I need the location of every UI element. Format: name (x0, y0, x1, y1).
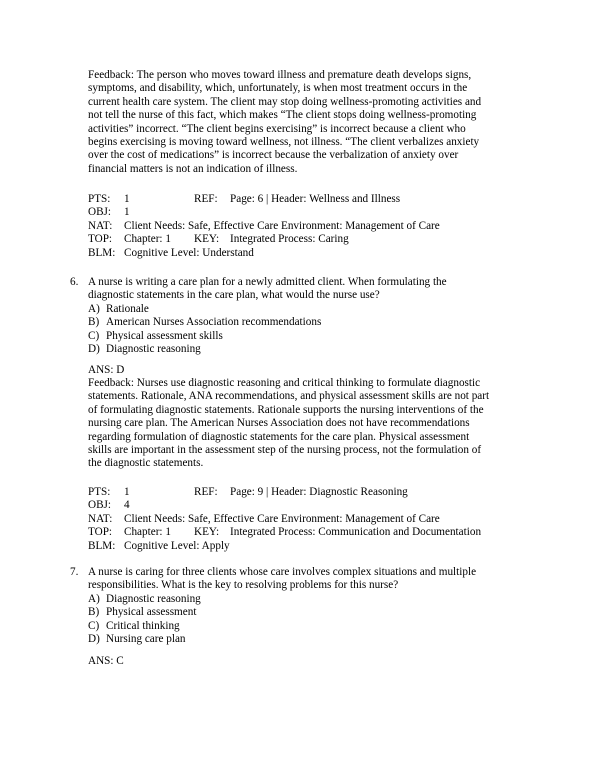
answer-option (88, 330, 518, 343)
option-text: Critical thinking (106, 619, 180, 632)
feedback-line: Feedback: The person who moves toward illness and premature death develops signs, (88, 69, 472, 81)
feedback-paragraph-q6 (88, 377, 518, 471)
pts-label: PTS: (88, 486, 111, 498)
blm-value: Cognitive Level: Apply (124, 539, 230, 552)
pts-label: PTS: (88, 193, 111, 205)
answer-key: ANS: D (88, 364, 125, 376)
question-7 (88, 566, 518, 646)
feedback-line: regarding formulation of diagnostic statements for the care plan. Physical assessment (88, 430, 470, 443)
answer-option (88, 620, 518, 633)
pts-value: 1 (124, 193, 130, 205)
nat-value: Client Needs: Safe, Effective Care Environment: Management of Care (124, 512, 440, 525)
question-text-line: A nurse is writing a care plan for a newly admitted client. When formulating the (88, 276, 447, 288)
meta-row-pts (88, 486, 518, 499)
answer-option (88, 303, 518, 316)
question-number: 6. (70, 276, 79, 288)
ref-value: Page: 9 | Header: Diagnostic Reasoning (230, 486, 408, 498)
blm-label: BLM: (88, 246, 116, 259)
top-value: Chapter: 1 (124, 233, 171, 246)
question-number: 7. (70, 566, 79, 578)
feedback-paragraph-top (88, 69, 518, 176)
key-value: Integrated Process: Caring (230, 233, 349, 246)
option-letter: C) (88, 619, 100, 632)
question-text-line: diagnostic statements in the care plan, what would the nurse use? (88, 289, 380, 302)
option-letter: D) (88, 632, 100, 645)
meta-row-top (88, 526, 518, 539)
feedback-line: statements. Rationale, ANA recommendations, and physical assessment skills are not part (88, 390, 490, 403)
option-text: Nursing care plan (106, 632, 186, 645)
option-letter: D) (88, 342, 100, 355)
feedback-line: begins exercising is moving toward wellness, not illness. “The client verbalizes anxiety (88, 136, 480, 149)
nat-label: NAT: (88, 219, 113, 232)
option-letter: C) (88, 329, 100, 342)
top-value: Chapter: 1 (124, 526, 171, 539)
option-letter: B) (88, 606, 100, 619)
option-letter: A) (88, 302, 100, 315)
nat-label: NAT: (88, 512, 113, 525)
metadata-block-top (88, 193, 518, 260)
meta-row-obj (88, 499, 518, 512)
meta-row-nat (88, 220, 518, 233)
feedback-line: of formulating diagnostic statements. Rationale supports the nursing interventions of the (88, 403, 484, 416)
option-letter: A) (88, 592, 100, 605)
pts-value: 1 (124, 486, 130, 498)
question-text-line: responsibilities. What is the key to resolving problems for this nurse? (88, 579, 399, 592)
ref-label: REF: (194, 486, 218, 498)
key-label: KEY: (194, 233, 220, 246)
obj-label: OBJ: (88, 206, 112, 219)
option-text: Physical assessment skills (106, 329, 223, 342)
blm-label: BLM: (88, 539, 116, 552)
meta-row-pts (88, 193, 518, 206)
metadata-block-q6 (88, 486, 518, 553)
feedback-line: symptoms, and disability, which, unfortunately, is when most treatment occurs in the (88, 82, 468, 95)
meta-row-top (88, 233, 518, 246)
answer-key: ANS: C (88, 655, 124, 667)
ref-value: Page: 6 | Header: Wellness and Illness (230, 193, 401, 205)
nat-value: Client Needs: Safe, Effective Care Environment: Management of Care (124, 219, 440, 232)
meta-row-obj (88, 206, 518, 219)
top-label: TOP: (88, 233, 113, 246)
answer-option (88, 633, 518, 646)
meta-row-blm (88, 247, 518, 260)
obj-value: 1 (124, 206, 130, 219)
question-text-line: A nurse is caring for three clients whose care involves complex situations and multiple (88, 566, 477, 578)
feedback-line: Feedback: Nurses use diagnostic reasoning and critical thinking to formulate diagnostic (88, 377, 481, 389)
obj-label: OBJ: (88, 499, 112, 512)
feedback-line: the diagnostic statements. (88, 457, 204, 470)
key-label: KEY: (194, 526, 220, 539)
answer-option (88, 343, 518, 356)
key-value: Integrated Process: Communication and Documentation (230, 526, 482, 539)
answer-option (88, 606, 518, 619)
feedback-line: skills are important in the assessment step of the nursing process, not the formulation of (88, 444, 482, 457)
feedback-line: over the cost of medications” is incorrect because the verbalization of anxiety over (88, 149, 459, 162)
blm-value: Cognitive Level: Understand (124, 246, 254, 259)
feedback-line: current health care system. The client may stop doing wellness-promoting activities and (88, 95, 482, 108)
feedback-line: nursing care plan. The American Nurses Association does not have recommendations (88, 417, 470, 430)
question-6 (88, 276, 518, 356)
answer-option (88, 593, 518, 606)
ref-label: REF: (194, 193, 218, 205)
obj-value: 4 (124, 499, 130, 512)
feedback-line: not tell the nurse of this fact, which makes “The client stops doing wellness-promoting (88, 109, 477, 122)
option-text: Rationale (106, 302, 149, 315)
option-text: Diagnostic reasoning (106, 342, 201, 355)
option-text: Physical assessment (106, 606, 197, 619)
option-text: Diagnostic reasoning (106, 592, 201, 605)
meta-row-blm (88, 540, 518, 553)
meta-row-nat (88, 513, 518, 526)
feedback-line: financial matters is not an indication of illness. (88, 162, 298, 175)
answer-option (88, 316, 518, 329)
option-text: American Nurses Association recommendations (106, 316, 322, 329)
feedback-line: activities” incorrect. “The client begins exercising” is incorrect because a client who (88, 122, 466, 135)
option-letter: B) (88, 316, 100, 329)
top-label: TOP: (88, 526, 113, 539)
